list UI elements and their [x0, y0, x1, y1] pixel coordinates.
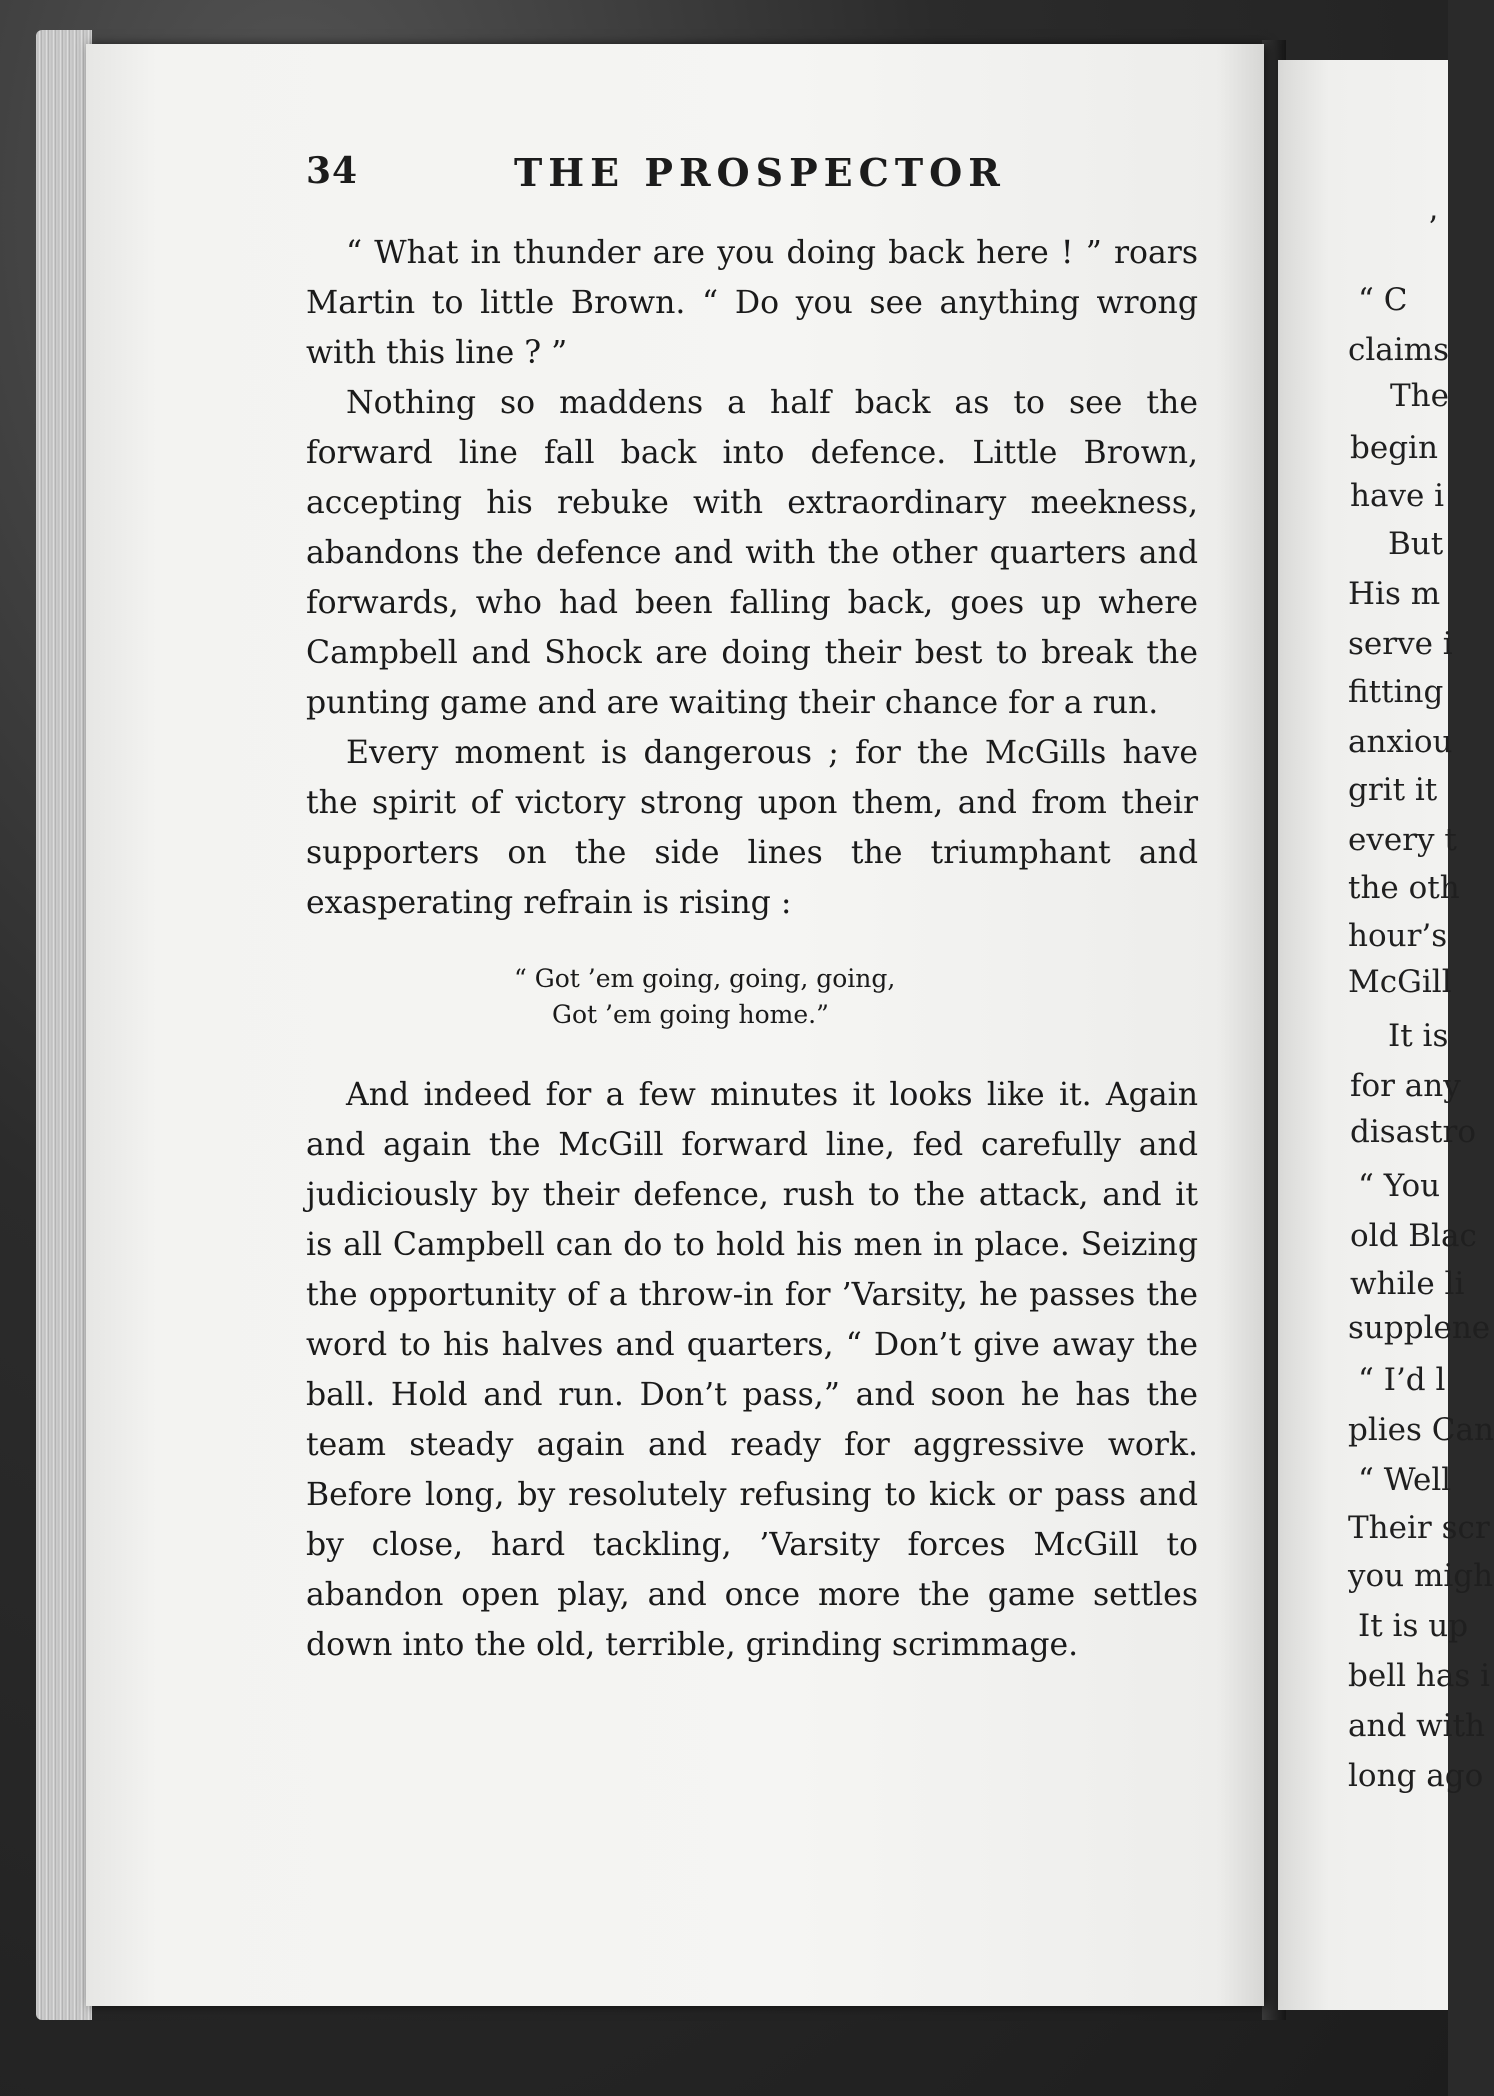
facing-page-line: “ I’d l	[1358, 1362, 1446, 1398]
facing-page-line: you migh	[1348, 1558, 1494, 1594]
facing-page-line: disastro	[1350, 1114, 1476, 1150]
facing-page-line: His m	[1348, 576, 1441, 612]
facing-page-line: fitting	[1348, 674, 1444, 710]
facing-page-line: serve i	[1348, 626, 1453, 662]
paragraph: And indeed for a few minutes it looks like it. Again and again the McGill forward line, fed carefully and judiciously by their defence, rush to the attack, and it is all Campbell can do to hold his men in place. Seizing the opportunity of a throw-in for ’Varsity, he passes the word to his halves and quarters, “ Don’t give away the ball. Hold and run. Don’t pass,” and soon he has the team steady again and ready for aggressive work. Before long, by resolutely refusing to kick or pass and by close, hard tackling, ’Varsity forces McGill to abandon open play, and once more the game settles down into the old, terrible, grinding scrimmage.	[306, 1077, 1198, 1663]
facing-page	[1278, 60, 1494, 2010]
facing-page-line: It is up	[1358, 1608, 1469, 1644]
page-header	[306, 150, 1006, 210]
page-body	[306, 228, 1198, 1670]
facing-page-line: “ You	[1358, 1168, 1441, 1204]
facing-page-line: supplene	[1348, 1310, 1491, 1346]
facing-page-line: every t	[1348, 822, 1457, 858]
facing-page-line: But	[1388, 526, 1444, 562]
page-edges	[36, 30, 92, 2020]
facing-page-line: ’	[1428, 210, 1438, 246]
facing-page-line: have i	[1350, 478, 1445, 514]
facing-page-line: and with	[1348, 1708, 1486, 1744]
facing-page-line: “ Well	[1358, 1462, 1452, 1498]
verse-block	[306, 940, 1198, 1058]
facing-page-line: McGill	[1348, 964, 1452, 1000]
running-title: THE PROSPECTOR	[514, 150, 1006, 195]
verse-line: Got ’em going home.”	[552, 1000, 829, 1029]
facing-page-line: for any	[1350, 1068, 1461, 1104]
facing-page-line: It is	[1388, 1018, 1449, 1054]
facing-page-line: long ago	[1348, 1758, 1484, 1794]
paragraph: “ What in thunder are you doing back here ! ” roars Martin to little Brown. “ Do you see anything wrong with this line ? ”	[306, 235, 1198, 371]
facing-page-line: claims	[1348, 332, 1449, 368]
verse-line: “ Got ’em going, going, going,	[514, 964, 896, 993]
page-number: 34	[306, 150, 359, 192]
facing-page-line: grit it	[1348, 772, 1438, 808]
facing-page-line: hour’s	[1348, 918, 1448, 954]
paragraph: Nothing so maddens a half back as to see the forward line fall back into defence. Little Brown, accepting his rebuke with extraordinary meekness, abandons the defence and with the other quarters and forwards, who had been falling back, goes up where Campbell and Shock are doing their best to break the punting game and are waiting their chance for a run.	[306, 385, 1198, 721]
facing-page-line: old Blac	[1350, 1218, 1477, 1254]
facing-page-line: Their scr	[1348, 1510, 1490, 1546]
facing-page-line: begin	[1350, 430, 1438, 466]
facing-page-line: bell has i	[1348, 1658, 1490, 1694]
facing-page-line: The	[1390, 378, 1449, 414]
facing-page-line: plies Can	[1348, 1412, 1494, 1448]
facing-page-line: the oth	[1348, 870, 1460, 906]
facing-page-line: anxiou	[1348, 724, 1453, 760]
facing-page-line: “ C	[1358, 282, 1408, 318]
paragraph: Every moment is dangerous ; for the McGills have the spirit of victory strong upon them, and from their supporters on the side lines the triumphant and exasperating refrain is rising :	[306, 735, 1198, 921]
facing-page-line: while li	[1350, 1266, 1465, 1302]
